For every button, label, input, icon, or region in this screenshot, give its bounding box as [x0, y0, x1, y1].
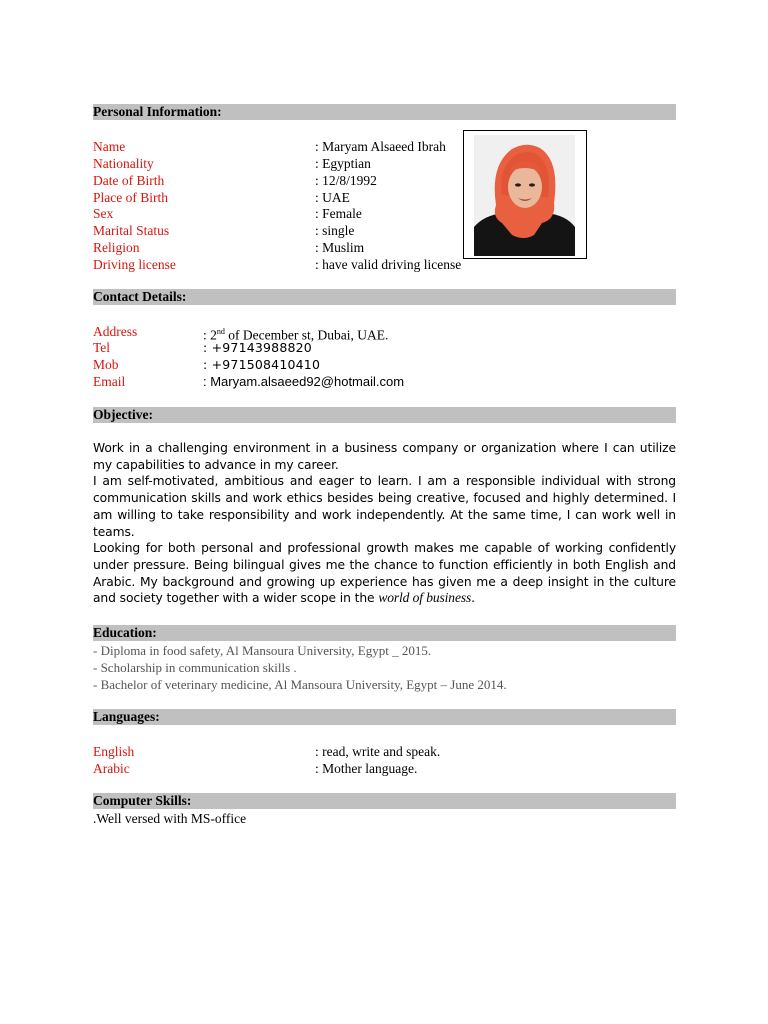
portrait-illustration	[474, 135, 575, 256]
tel-label: Tel	[93, 340, 111, 355]
date-of-birth-value: : 12/8/1992	[315, 173, 377, 188]
driving-license-value: : have valid driving license	[315, 257, 462, 272]
education-item: - Diploma in food safety, Al Mansoura University, Egypt _ 2015.	[93, 643, 432, 658]
arabic-value: : Mother language.	[315, 761, 418, 776]
nationality-value: : Egyptian	[315, 156, 371, 171]
computer-skills-text: .Well versed with MS-office	[93, 811, 247, 826]
sex-label: Sex	[93, 206, 114, 221]
date-of-birth-label: Date of Birth	[93, 173, 165, 188]
email-label: Email	[93, 374, 126, 389]
objective-paragraph-3-end: .	[471, 591, 475, 606]
religion-value: : Muslim	[315, 240, 365, 255]
english-label: English	[93, 744, 135, 759]
education-item: - Scholarship in communication skills .	[93, 660, 297, 675]
religion-label: Religion	[93, 240, 140, 255]
objective-paragraph-3-italic: world of business	[378, 590, 472, 606]
sex-value: : Female	[315, 206, 362, 221]
computer-skills-heading: Computer Skills:	[93, 793, 676, 809]
tel-value: : +97143988820	[203, 340, 312, 355]
email-value: : Maryam.alsaeed92@hotmail.com	[203, 374, 405, 389]
personal-information-heading: Personal Information:	[93, 104, 676, 120]
objective-heading: Objective:	[93, 407, 676, 423]
address-label: Address	[93, 324, 138, 339]
contact-details-heading: Contact Details:	[93, 289, 676, 305]
profile-photo	[463, 130, 587, 259]
place-of-birth-label: Place of Birth	[93, 190, 168, 205]
mob-label: Mob	[93, 357, 119, 372]
objective-paragraph-3-text: Looking for both personal and professional growth makes me capable of working confidently under pressure. Being bilingual gives me the chance to function efficiently in both English and Arabic. My background and growing up experience has given me a deep insight in the culture and society together with a wider scope in the	[93, 541, 676, 606]
profile-photo-image	[474, 135, 575, 256]
address-rest: of December st, Dubai, UAE.	[224, 327, 389, 343]
education-heading: Education:	[93, 625, 676, 641]
mob-value: : +971508410410	[203, 357, 321, 372]
objective-paragraph-2: I am self-motivated, ambitious and eager to learn. I am a responsible individual with strong communication skills and work ethics besides being creative, focused and highly determined. I am willing to take responsibility and work independently. At the same time, I can work well in teams.	[93, 474, 676, 539]
place-of-birth-value: : UAE	[315, 190, 350, 205]
objective-text	[93, 440, 676, 607]
objective-paragraph-1: Work in a challenging environment in a business company or organization where I can utilize my capabilities to advance in my career.	[93, 441, 676, 472]
english-value: : read, write and speak.	[315, 744, 441, 759]
objective-paragraph-3	[93, 540, 676, 607]
education-item: - Bachelor of veterinary medicine, Al Mansoura University, Egypt – June 2014.	[93, 677, 507, 692]
address-ordinal-suffix: nd	[216, 327, 225, 336]
nationality-label: Nationality	[93, 156, 154, 171]
driving-license-label: Driving license	[93, 257, 176, 272]
languages-heading: Languages:	[93, 709, 676, 725]
marital-status-value: : single	[315, 223, 355, 238]
marital-status-label: Marital Status	[93, 223, 170, 238]
name-value: : Maryam Alsaeed Ibrah	[315, 139, 446, 154]
arabic-label: Arabic	[93, 761, 130, 776]
address-number: : 2	[203, 327, 217, 343]
name-label: Name	[93, 139, 126, 154]
